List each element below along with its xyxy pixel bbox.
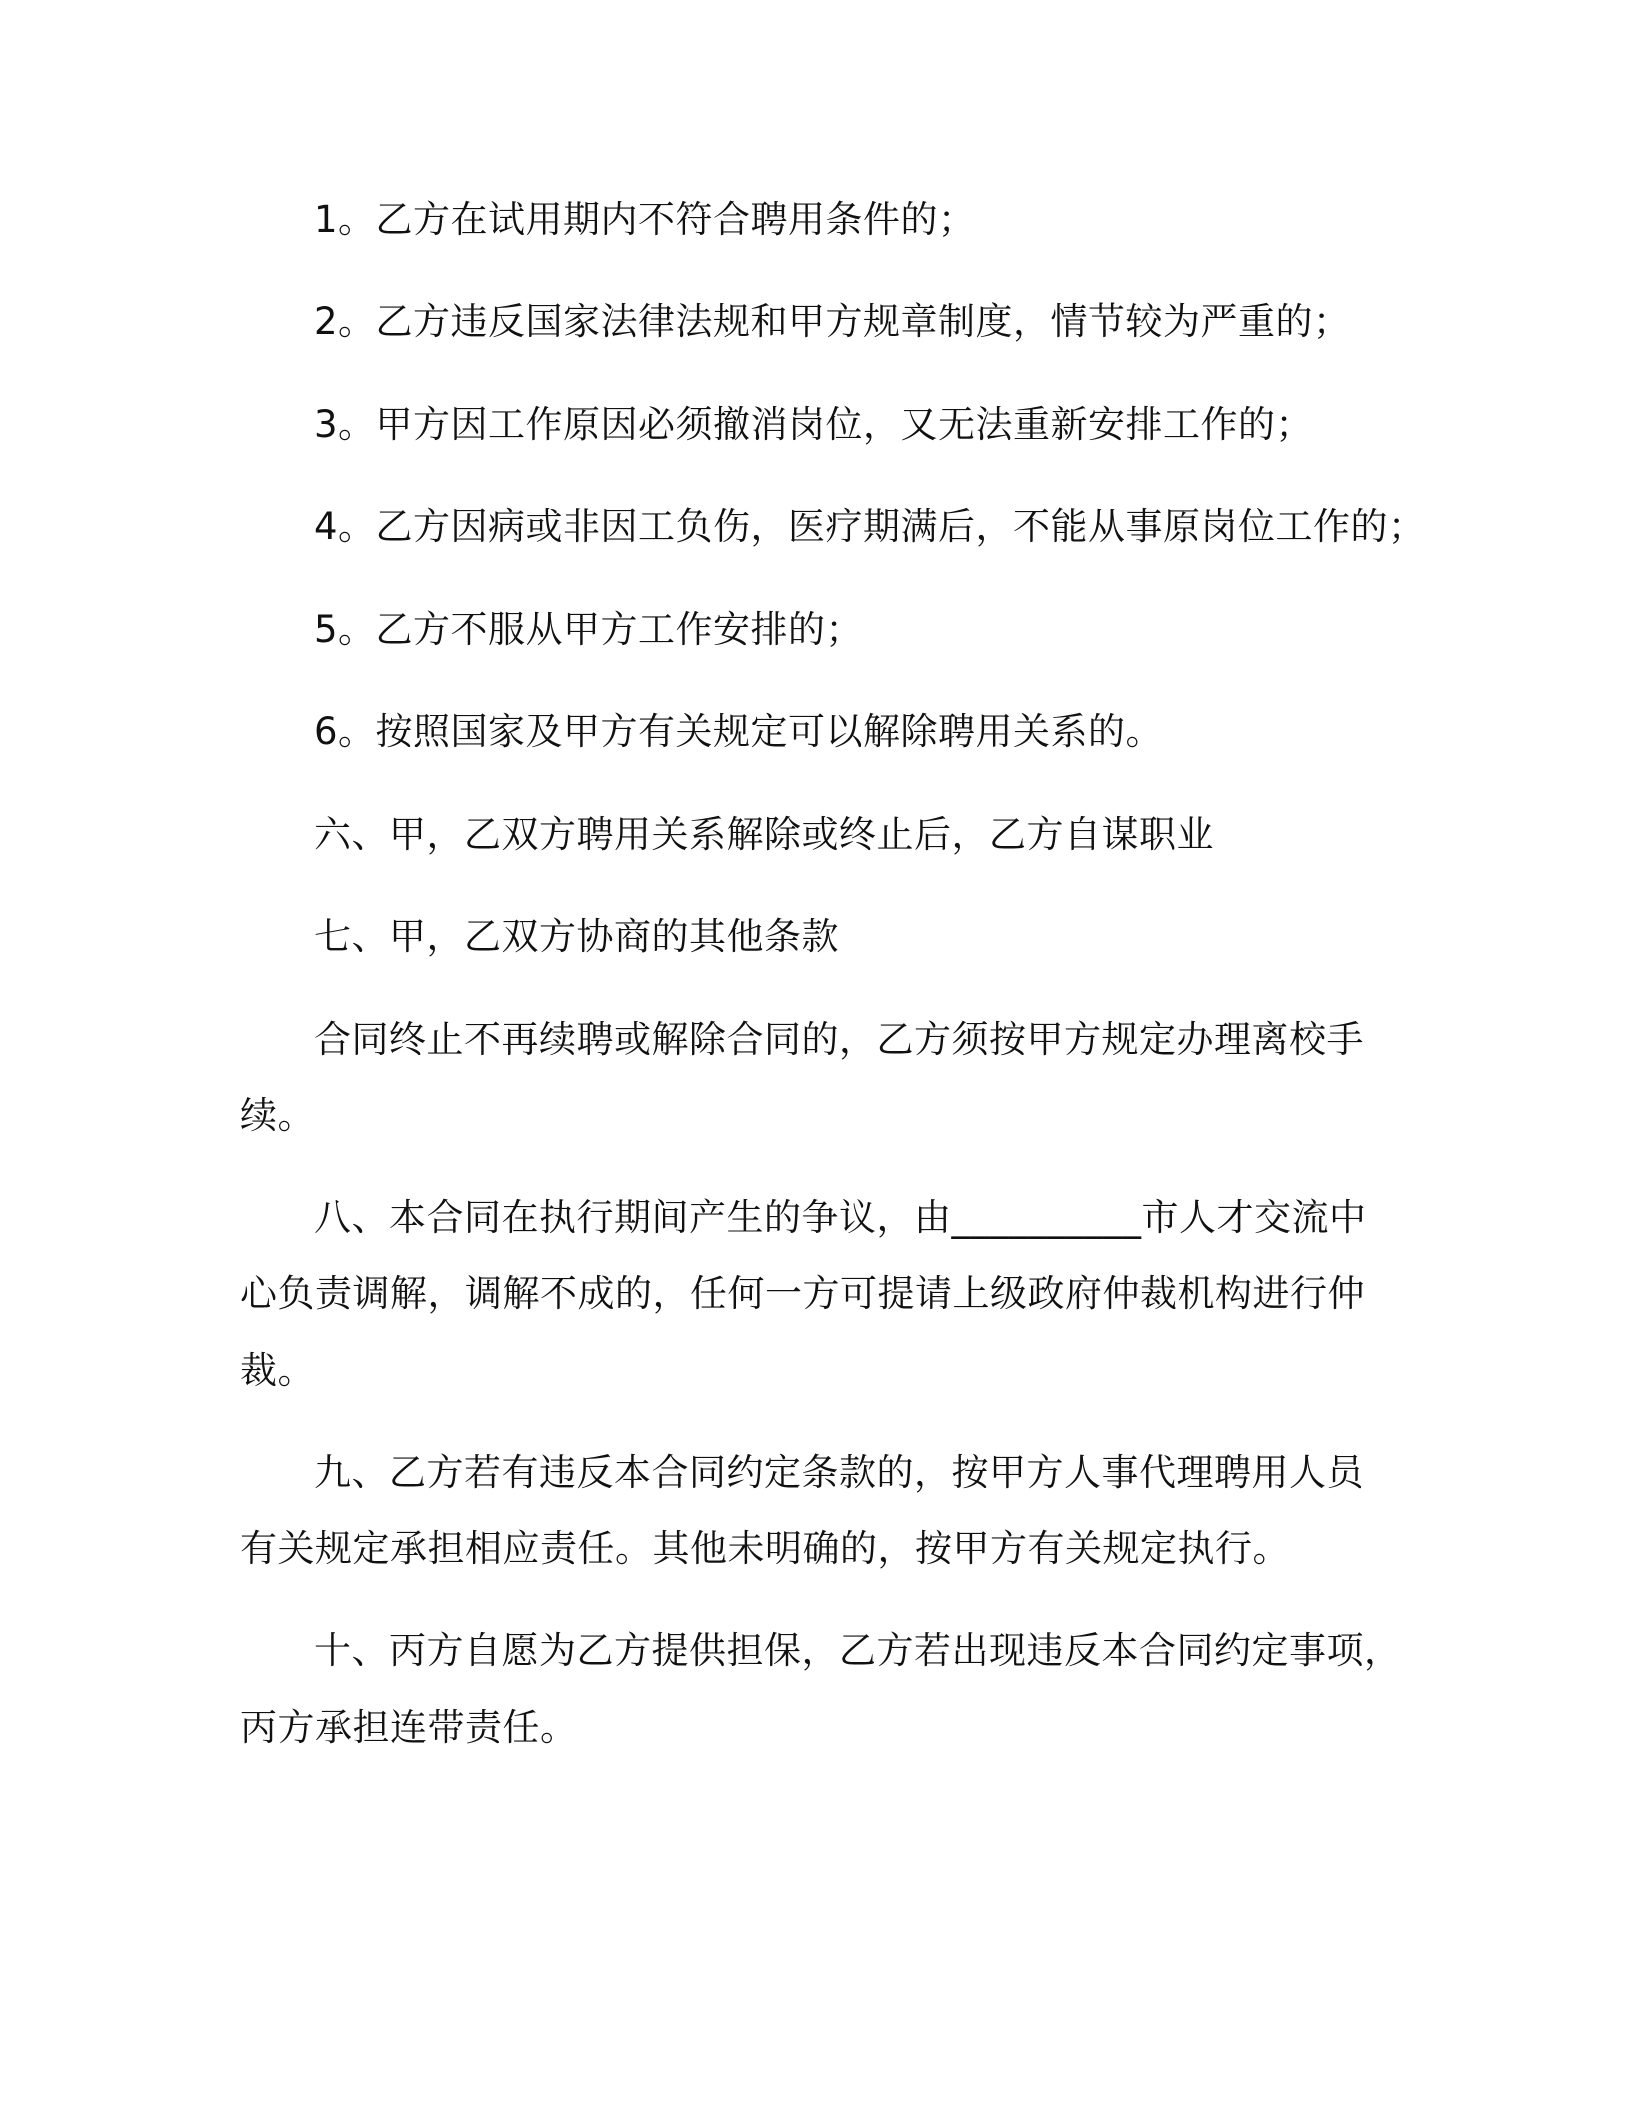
- section-seven: 七、甲，乙双方协商的其他条款: [314, 915, 839, 958]
- clause-item-2: 2。乙方违反国家法律法规和甲方规章制度，情节较为严重的；: [314, 300, 1351, 343]
- section-nine: 九、乙方若有违反本合同约定条款的，按甲方人事代理聘用人员: [314, 1451, 1364, 1494]
- clause-item-6: 6。按照国家及甲方有关规定可以解除聘用关系的。: [314, 710, 1164, 753]
- section-eight: 八、本合同在执行期间产生的争议，由__________市人才交流中: [314, 1196, 1367, 1239]
- clause-item-5: 5。乙方不服从甲方工作安排的；: [314, 608, 864, 651]
- paragraph-line: 心负责调解，调解不成的，任何一方可提请上级政府仲裁机构进行仲: [240, 1272, 1365, 1315]
- clause-item-1: 1。乙方在试用期内不符合聘用条件的；: [314, 198, 976, 241]
- paragraph-line: 裁。: [240, 1349, 315, 1392]
- section-six: 六、甲，乙双方聘用关系解除或终止后，乙方自谋职业: [314, 813, 1214, 856]
- clause-item-4: 4。乙方因病或非因工负伤，医疗期满后，不能从事原岗位工作的；: [314, 505, 1426, 548]
- paragraph-line: 续。: [240, 1094, 315, 1137]
- paragraph-line: 合同终止不再续聘或解除合同的，乙方须按甲方规定办理离校手: [314, 1018, 1364, 1061]
- paragraph-line: 丙方承担连带责任。: [240, 1706, 578, 1749]
- paragraph-line: 有关规定承担相应责任。其他未明确的，按甲方有关规定执行。: [240, 1527, 1290, 1570]
- clause-item-3: 3。甲方因工作原因必须撤消岗位，又无法重新安排工作的；: [314, 403, 1314, 446]
- section-ten: 十、丙方自愿为乙方提供担保，乙方若出现违反本合同约定事项，: [314, 1629, 1402, 1672]
